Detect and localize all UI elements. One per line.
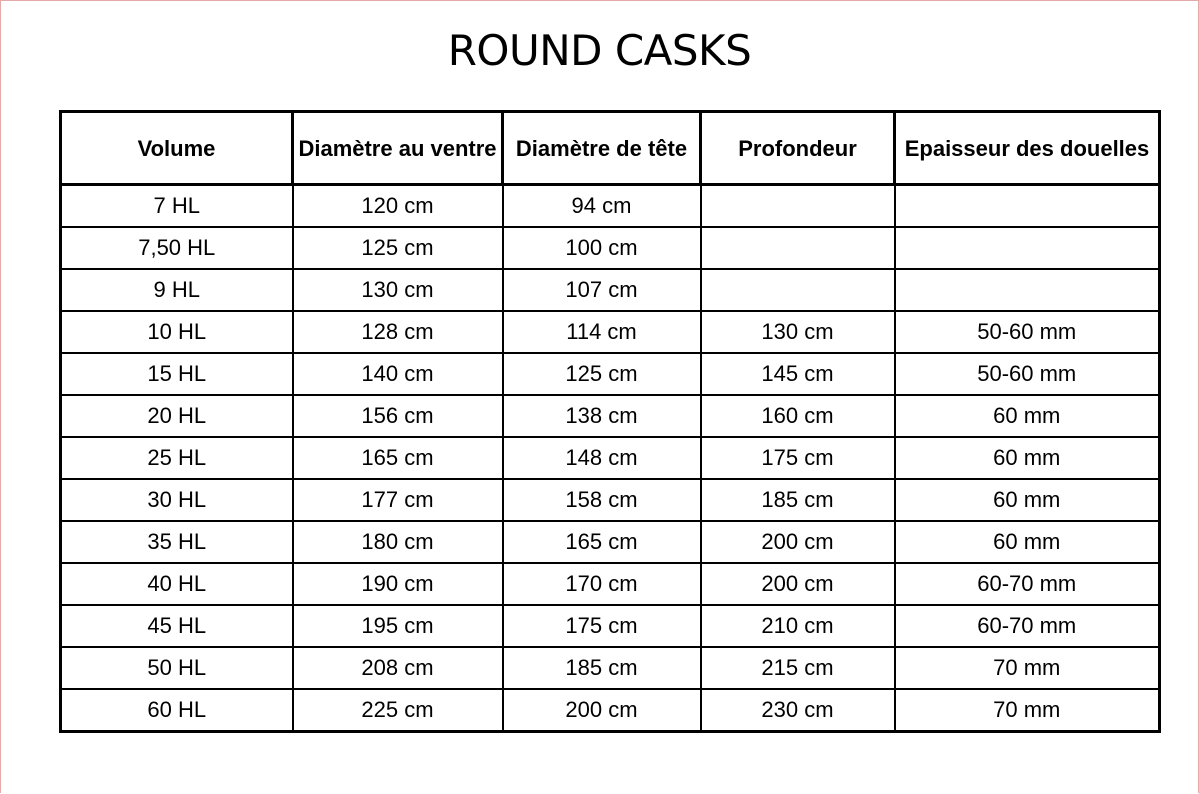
cell-volume: 25 HL: [61, 437, 293, 479]
table-row: [61, 311, 1160, 353]
header-head-diameter: Diamètre de tête: [503, 112, 701, 185]
cell-volume: 7 HL: [61, 185, 293, 228]
cell-head-diameter: 170 cm: [503, 563, 701, 605]
cell-depth: [701, 185, 895, 228]
cell-depth: 145 cm: [701, 353, 895, 395]
cell-stave-thickness: 60 mm: [895, 479, 1160, 521]
cell-head-diameter: 165 cm: [503, 521, 701, 563]
cell-volume: 40 HL: [61, 563, 293, 605]
table-row: [61, 605, 1160, 647]
cell-depth: 210 cm: [701, 605, 895, 647]
cell-volume: 15 HL: [61, 353, 293, 395]
header-belly-diameter: Diamètre au ventre: [293, 112, 503, 185]
table-row: [61, 185, 1160, 228]
cell-head-diameter: 158 cm: [503, 479, 701, 521]
cell-belly-diameter: 125 cm: [293, 227, 503, 269]
cell-stave-thickness: 60 mm: [895, 437, 1160, 479]
cell-depth: 160 cm: [701, 395, 895, 437]
cell-belly-diameter: 140 cm: [293, 353, 503, 395]
table-row: [61, 437, 1160, 479]
cell-belly-diameter: 177 cm: [293, 479, 503, 521]
table-row: [61, 479, 1160, 521]
cell-stave-thickness: [895, 269, 1160, 311]
cell-stave-thickness: 50-60 mm: [895, 311, 1160, 353]
cell-head-diameter: 175 cm: [503, 605, 701, 647]
cell-head-diameter: 200 cm: [503, 689, 701, 732]
cell-volume: 20 HL: [61, 395, 293, 437]
cell-belly-diameter: 195 cm: [293, 605, 503, 647]
cell-head-diameter: 100 cm: [503, 227, 701, 269]
cell-stave-thickness: 60 mm: [895, 521, 1160, 563]
cell-depth: 185 cm: [701, 479, 895, 521]
cell-head-diameter: 148 cm: [503, 437, 701, 479]
table-body: [61, 185, 1160, 732]
cell-volume: 35 HL: [61, 521, 293, 563]
header-volume: Volume: [61, 112, 293, 185]
cell-head-diameter: 185 cm: [503, 647, 701, 689]
cell-depth: 175 cm: [701, 437, 895, 479]
cell-stave-thickness: 60-70 mm: [895, 563, 1160, 605]
cell-depth: [701, 227, 895, 269]
cell-stave-thickness: 70 mm: [895, 689, 1160, 732]
cell-depth: 130 cm: [701, 311, 895, 353]
table-row: [61, 227, 1160, 269]
cell-belly-diameter: 225 cm: [293, 689, 503, 732]
cell-stave-thickness: [895, 185, 1160, 228]
cell-stave-thickness: 60 mm: [895, 395, 1160, 437]
cell-depth: 215 cm: [701, 647, 895, 689]
cell-head-diameter: 94 cm: [503, 185, 701, 228]
cell-depth: 200 cm: [701, 521, 895, 563]
table-row: [61, 353, 1160, 395]
cell-stave-thickness: 50-60 mm: [895, 353, 1160, 395]
table-row: [61, 269, 1160, 311]
cell-belly-diameter: 180 cm: [293, 521, 503, 563]
cell-head-diameter: 138 cm: [503, 395, 701, 437]
table-row: [61, 689, 1160, 732]
cell-depth: 230 cm: [701, 689, 895, 732]
cell-volume: 9 HL: [61, 269, 293, 311]
cell-belly-diameter: 128 cm: [293, 311, 503, 353]
table-header-row: [61, 112, 1160, 185]
cell-volume: 60 HL: [61, 689, 293, 732]
cell-belly-diameter: 120 cm: [293, 185, 503, 228]
cell-belly-diameter: 130 cm: [293, 269, 503, 311]
cell-volume: 7,50 HL: [61, 227, 293, 269]
cell-belly-diameter: 208 cm: [293, 647, 503, 689]
cell-head-diameter: 125 cm: [503, 353, 701, 395]
cell-stave-thickness: 70 mm: [895, 647, 1160, 689]
cell-volume: 30 HL: [61, 479, 293, 521]
table-row: [61, 647, 1160, 689]
header-depth: Profondeur: [701, 112, 895, 185]
cell-depth: [701, 269, 895, 311]
table-row: [61, 521, 1160, 563]
page-title: ROUND CASKS: [447, 26, 752, 75]
cell-belly-diameter: 165 cm: [293, 437, 503, 479]
cell-volume: 50 HL: [61, 647, 293, 689]
header-stave-thickness: Epaisseur des douelles: [895, 112, 1160, 185]
cell-depth: 200 cm: [701, 563, 895, 605]
cell-volume: 10 HL: [61, 311, 293, 353]
cell-stave-thickness: 60-70 mm: [895, 605, 1160, 647]
cell-belly-diameter: 156 cm: [293, 395, 503, 437]
cell-stave-thickness: [895, 227, 1160, 269]
round-casks-table: [59, 110, 1161, 733]
cell-belly-diameter: 190 cm: [293, 563, 503, 605]
cell-head-diameter: 114 cm: [503, 311, 701, 353]
cell-head-diameter: 107 cm: [503, 269, 701, 311]
cell-volume: 45 HL: [61, 605, 293, 647]
table-row: [61, 395, 1160, 437]
table-row: [61, 563, 1160, 605]
